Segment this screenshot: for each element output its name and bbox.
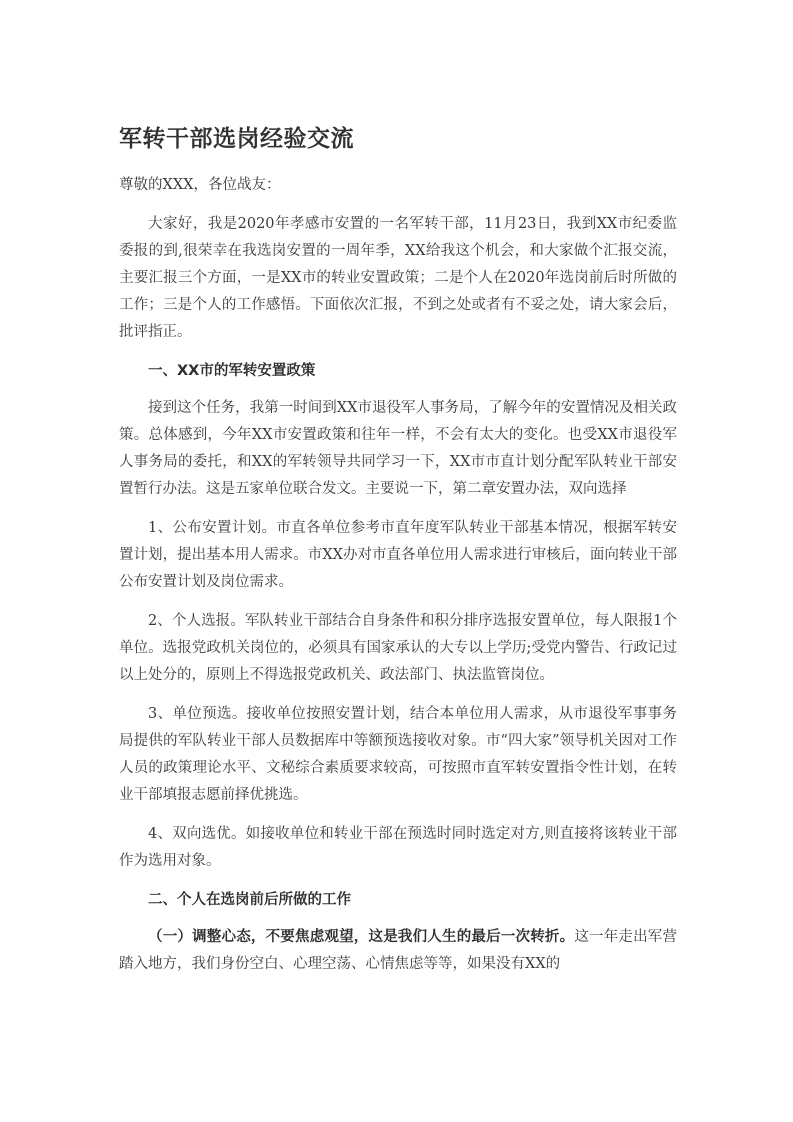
section-1-paragraph: 接到这个任务，我第一时间到XX市退役军人事务局，了解今年的安置情况及相关政策。总体感到，今年XX市安置政策和往年一样，不会有太大的变化。也受XX市退役军人事务局的委托，和XX的军转领导共同学习一下，XX市市直计划分配军队转业干部安置暂行办法。这是五家单位联合发文。主要说一下，第二章安置办法，双向选择 (119, 400, 677, 497)
section-1-heading: 一、XX市的军转安置政策 (148, 363, 316, 379)
document-title: 军转干部选岗经验交流 (119, 126, 354, 152)
section-2-heading: 二、个人在选岗前后所做的工作 (148, 892, 351, 908)
document-body (119, 172, 677, 990)
intro-paragraph: 大家好，我是2020年孝感市安置的一名军转干部，11月23日，我到XX市纪委监委报的到,很荣幸在我选岗安置的一周年季，XX给我这个机会，和大家做个汇报交流，主要汇报三个方面，一是XX市的转业安置政策；二是个人在2020年选岗前后时所做的工作；三是个人的工作感悟。下面依次汇报，不到之处或者有不妥之处，请大家会后，批评指正。 (119, 216, 677, 340)
salutation: 尊敬的XXX，各位战友： (119, 177, 281, 193)
section-2-sub1-lead: （一）调整心态，不要焦虑观望，这是我们人生的最后一次转折。 (148, 929, 575, 945)
section-2-sub1-paragraph (119, 924, 677, 978)
section-2-sub1-text: 这一年走出军营踏入地方，我们身份空白、心理空荡、心情焦虑等等，如果没有XX的 (119, 929, 678, 972)
list-item: 2、个人选报。军队转业干部结合自身条件和积分排序选报安置单位，每人限报1个单位。选报党政机关岗位的，必须具有国家承认的大专以上学历;受党内警告、行政记过以上处分的，原则上不得选报党政机关、政法部门、执法监管岗位。 (119, 613, 677, 683)
list-item: 3、单位预选。接收单位按照安置计划，结合本单位用人需求，从市退役军事事务局提供的军队转业干部人员数据库中等额预选接收对象。市“四大家”领导机关因对工作人员的政策理论水平、文秘综合素质要求较高，可按照市直军转安置指令性计划，在转业干部填报志愿前择优挑选。 (119, 706, 677, 803)
list-item: 4、双向选优。如接收单位和转业干部在预选时同时选定对方,则直接将该转业干部作为选用对象。 (119, 826, 677, 869)
list-item: 1、公布安置计划。市直各单位参考市直年度军队转业干部基本情况，根据军转安置计划，提出基本用人需求。市XX办对市直各单位用人需求进行审核后，面向转业干部公布安置计划及岗位需求。 (119, 520, 677, 590)
